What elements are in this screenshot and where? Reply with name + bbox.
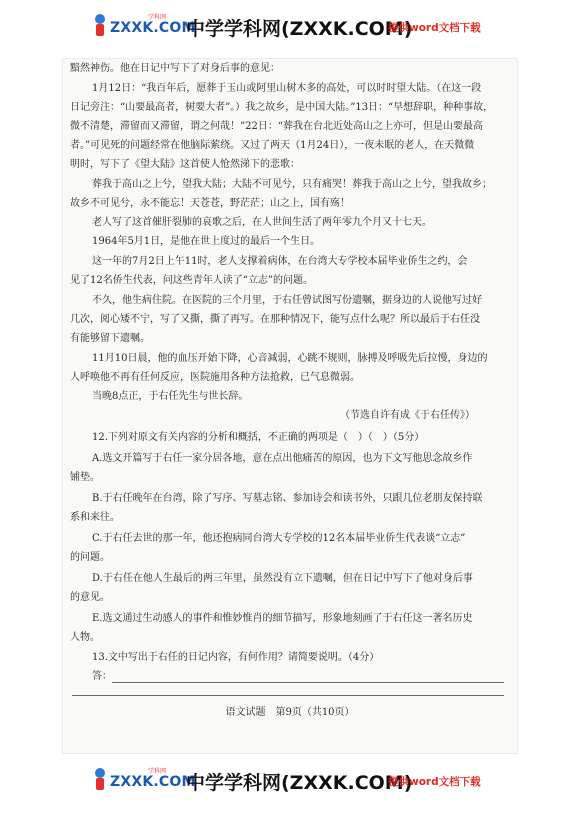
option-line: C.于右任去世的那一年，他还抱病同台湾大专学校的12名本届毕业侨生代表谈“立志” bbox=[92, 533, 466, 544]
passage-line: 故乡不可见兮，永不能忘！天苍苍，野茫茫；山之上，国有殇！ bbox=[70, 198, 350, 209]
passage-line: 老人写了这首催肝裂肺的哀歌之后，在人世间生活了两年零九个月又十七天。 bbox=[92, 217, 432, 228]
passage-line: 明时，写下了《望大陆》这首使人怆然涕下的悲歌： bbox=[70, 159, 300, 170]
option-line: D.于右任在他人生最后的两三年里，虽然没有立下遗嘱，但在日记中写下了他对身后事 bbox=[92, 573, 473, 584]
passage-line: 微不清楚，滞留而又滞留，谓之何哉！”22日：“葬我在台北近处高山之上亦可，但是山要最高 bbox=[70, 121, 483, 132]
option-line: B.于右任晚年在台湾，除了写序、写墓志铭、参加诗会和读书外，只跟几位老朋友保持联 bbox=[92, 493, 483, 504]
passage-line: 黯然神伤。他在日记中写下了对身后事的意见： bbox=[70, 63, 280, 74]
passage-line: 几次，阅心矮不宁，写了又撕，撕了再写。在那种情况下，能写点什么呢？所以最后于右任没 bbox=[70, 314, 480, 325]
passage-line: 葬我于高山之上兮，望我大陆；大陆不可见兮，只有痛哭！葬我于高山之上兮，望我故乡； bbox=[92, 179, 492, 190]
option-line: A.选文开篇写于右任一家分居各地，意在点出他痛苦的原因，也为下文写他思念故乡作 bbox=[92, 453, 473, 464]
option-line: 的意见。 bbox=[70, 592, 110, 603]
header-banner bbox=[0, 8, 580, 48]
logo-text: ZXXK.COM bbox=[110, 774, 196, 790]
passage-line: 这一年的7月2日上午11时，老人支撑着病体，在台湾大专学校本届毕业侨生之约，会 bbox=[92, 256, 468, 267]
page-footer: 语文试题 第9页（共10页） bbox=[225, 707, 355, 718]
passage-line: 1964年5月1日，是他在世上度过的最后一个生日。 bbox=[92, 236, 321, 247]
option-line: 人物。 bbox=[70, 632, 100, 643]
logo-subtext: 学科网 bbox=[148, 14, 167, 21]
question-stem: 13.文中写出于右任的日记内容，有何作用？请简要说明。（4分） bbox=[92, 652, 380, 663]
mascot-icon bbox=[92, 14, 108, 38]
answer-line[interactable] bbox=[72, 695, 504, 696]
option-line: E.选文通过生动感人的事件和惟妙惟肖的细节描写，形象地刻画了于右任这一著名历史 bbox=[92, 613, 473, 624]
site-name[interactable]: 中学学科网(ZXXK.COM) bbox=[186, 18, 413, 40]
download-link[interactable]: 提供word文档下载 bbox=[388, 22, 481, 34]
source-note: （节选自许有成《于右任传》） bbox=[340, 410, 475, 421]
passage-line: 见了12名侨生代表，问这些青年人读了“立志”的问题。 bbox=[70, 275, 313, 286]
answer-line[interactable] bbox=[112, 682, 504, 683]
passage-line: 不久，他生病住院。在医院的三个月里，于右任曾试图写份遗嘱，据身边的人说他写过好 bbox=[92, 295, 482, 306]
site-name[interactable]: 中学学科网(ZXXK.COM) bbox=[186, 772, 413, 794]
footer-banner bbox=[0, 762, 580, 802]
logo-text: ZXXK.COM bbox=[110, 20, 196, 36]
passage-line: 日记旁注：“山要最高者，树要大者”。）我之故乡，是中国大陆。”13日：“早想辞职，种种事故， bbox=[70, 102, 494, 113]
passage-line: 有能够留下遗嘱。 bbox=[70, 333, 150, 344]
mascot-icon bbox=[92, 768, 108, 792]
logo-subtext: 学科网 bbox=[148, 768, 167, 775]
passage-line: 当晚8点正，于右任先生与世长辞。 bbox=[92, 391, 249, 402]
passage-line: 者。”可见死的问题经常在他脑际萦绕。又过了两天（1月24日），一夜未眠的老人，在天微微 bbox=[70, 140, 475, 151]
passage-line: 1月12日：“我百年后，愿葬于玉山或阿里山树木多的高处，可以时时望大陆。（在这一段 bbox=[92, 83, 482, 94]
passage-line: 人呼唤他不再有任何反应，医院施用各种方法抢救，已气息微弱。 bbox=[70, 372, 360, 383]
answer-label: 答： bbox=[92, 671, 112, 682]
zxxk-logo[interactable] bbox=[92, 12, 196, 42]
option-line: 铺垫。 bbox=[70, 472, 100, 483]
zxxk-logo[interactable] bbox=[92, 766, 196, 796]
passage-line: 11月10日晨，他的血压开始下降，心音减弱，心跳不规则，脉搏及呼吸先后拉慢，身边的 bbox=[92, 353, 488, 364]
download-link[interactable]: 提供word文档下载 bbox=[388, 776, 481, 788]
option-line: 系和来往。 bbox=[70, 512, 120, 523]
question-stem: 12.下列对原文有关内容的分析和概括，不正确的两项是（ ）（ ）（5分） bbox=[92, 432, 425, 443]
option-line: 的问题。 bbox=[70, 552, 110, 563]
